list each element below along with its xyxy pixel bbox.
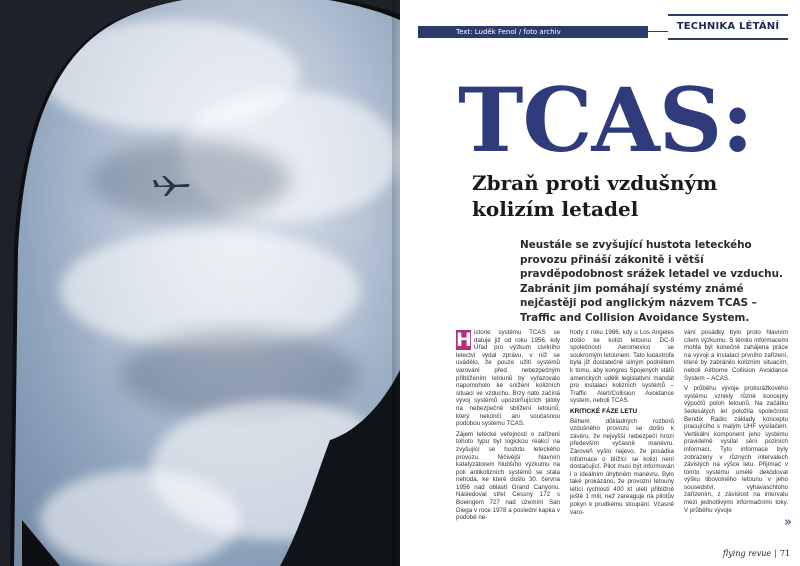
article-subtitle: Zbraň proti vzdušným kolizím letadel bbox=[472, 171, 718, 221]
continue-arrow-icon: » bbox=[784, 515, 792, 530]
footer-separator: | bbox=[774, 549, 777, 558]
magazine-name: flying revue bbox=[722, 549, 772, 558]
body-paragraph: vání posádky bylo proto hlavním cílem výzkumu. S těmito informacemi mohla být konečně zahájena práce na vývoji a instalaci prvního zařízení, které by zabránilo kolizním situacím, neboli Airborne Collision Avoidance System – ACAS. bbox=[684, 329, 788, 382]
body-columns bbox=[456, 329, 792, 534]
body-paragraph: Během důkladných rozborů vzdušného provozu se došlo k závěru, že nejvyšší nebezpečí hrozí především vyčasně manévru. Zároveň vyšlo najevo, že posádka informace o blížící se kolizi není dostačující. Pilot musí být informován i o ideálním úhybném manévru. Bylo také prokázáno, že provozní letouny letící rychlostí 400 kt uletí přibližně ještě 1 míli, než zareaguje na pilotův pokyn k prudkému stoupání. Včasné varo- bbox=[570, 417, 674, 516]
section-heading: KRITICKÉ FÁZE LETU bbox=[570, 407, 638, 415]
body-column-1 bbox=[456, 329, 560, 534]
body-column-3 bbox=[684, 329, 788, 534]
article-lead: Neustále se zvyšující hustota leteckého provozu přináší zákonitě i větší pravděpodobnost srážek letadel ve vzduchu. Zabránit jim pomáhají systémy známé nejčastěji pod anglickým názvem TCAS – Traffic and Collision Avoidance System. bbox=[520, 239, 783, 324]
body-paragraph: hody z roku 1986, kdy u Los Angeles došlo ke kolizi letounu DC-9 společnosti Aeromexico se soukromým letounem. Tato katastrofa byla již dostatečně silným podnětem k tomu, aby kongres Spojených států amerických udělil legislativní mandát pro instalaci kolizních systémů – Traffic Alert/Collision Avoidance system, neboli TCAS. bbox=[570, 329, 674, 405]
body-paragraph: Zájem letecké veřejnosti o zařízení tohoto typu byl logickou reakcí na zvyšující se hustotu leteckého provozu. Ničivější hlavním katalyzátorem hlubšího výzkumu na poli antikolizních systémů se stala nehoda, ke které došlo 30. června 1956 nad oblastí Grand Canyonu. Následoval střet Cessny 172 s Boeingem 727 nad územím San Diega v roce 1978 a poslední kapka v podobě ne- bbox=[456, 430, 560, 522]
body-column-2 bbox=[570, 329, 674, 534]
airplane-icon bbox=[152, 174, 192, 198]
photo-credit: Text: Luděk Fenol / foto archiv bbox=[418, 26, 648, 38]
page-footer bbox=[723, 549, 790, 558]
credit-rule bbox=[648, 31, 668, 32]
drop-cap: H bbox=[456, 329, 472, 351]
article-title: TCAS: bbox=[458, 68, 753, 172]
body-paragraph: istorie systému TCAS se datuje již od roku 1956, kdy Úřad pro výzkum civilního letectví vydal zprávu, v níž se uvádělo, že pouze užití systémů varování před nebezpečným přiblížením letounů by vyřazovalo napomoholo ke snížení kolizních situací ve vzduchu. Brzy nato začíná vývoj systémů upozorňujících piloty na nebezpečné sblížení letounů, který nekončí ani současnou podobou systému TCAS. bbox=[456, 329, 560, 428]
body-paragraph: V průběhu vývoje protisrážkového systému vznikly různé koncepty výpočtů poloh letounů. Na začátku šedesátých let položila společnost Bendix Radio základy konceptu pracujícího s malým UHF vysílačem. Vertikální komponent jeho systému pravidelně vysílal sérii poziních informací. Tyto informace byly zobrazeny v různých intervalech závislých na výšce letu. Přijímač v tomto systému umělé dekódovat výšku libovolného letounu v jeho sousedství, vyhavaschtoho zařízením, z závislost na intervalu mezi jednotlivými informačními toky. V průběhu vývoje bbox=[684, 385, 788, 514]
page-number: 71 bbox=[779, 549, 790, 558]
article-page bbox=[400, 0, 800, 566]
section-label: TECHNIKA LÉTÁNÍ bbox=[668, 14, 788, 40]
